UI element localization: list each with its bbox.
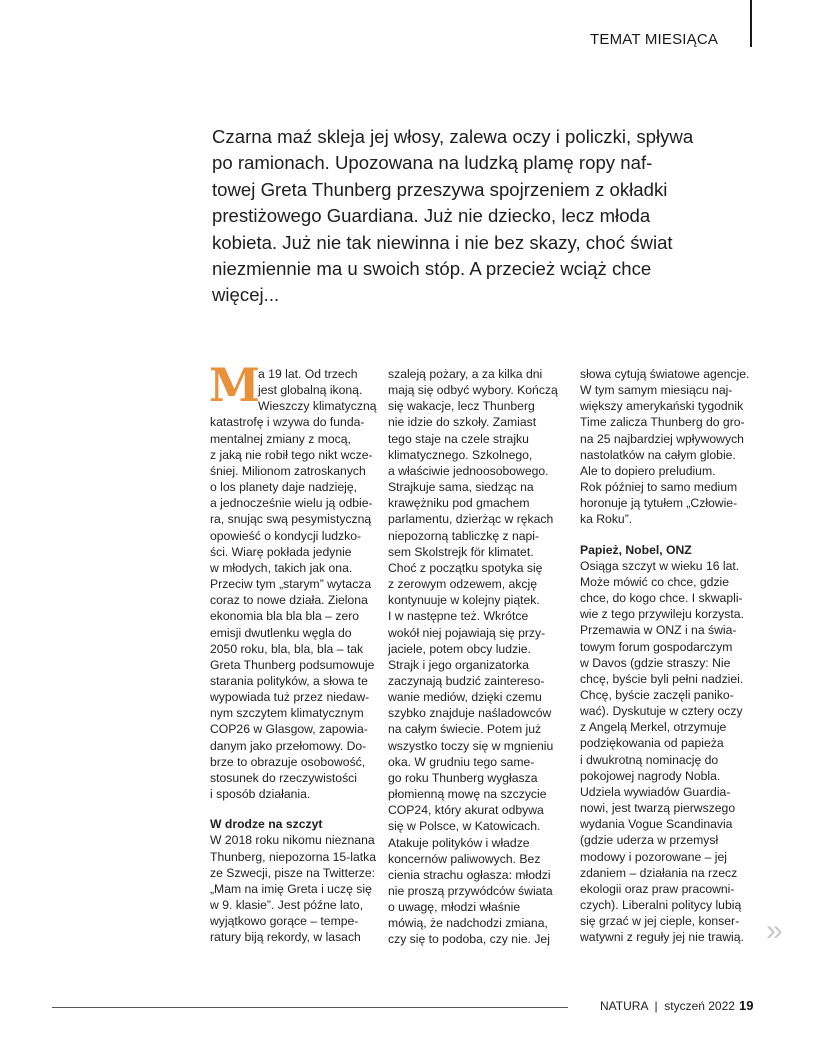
footer-rule [52,1007,568,1008]
paragraph-gap [580,528,749,542]
text-line: Chcę, byście zaczęli paniko- [580,687,734,702]
text-line: ratury biją rekordy, w lasach [210,930,361,945]
lead-line: więcej... [212,284,280,306]
continue-chevron-icon: » [766,914,783,947]
text-line: wie z tego przywileju korzysta. [580,607,744,622]
text-line: czych). Liberalni politycy lubią [580,898,742,912]
text-line: zaczynają budzić zaintereso- [388,673,545,688]
text-line: jest globalną ikoną. [258,383,363,398]
text-line: wypowiada tuż przez niedaw- [210,690,370,705]
text-line: z zerowym odzewem, akcję [388,577,538,592]
text-line: COP26 w Glasgow, zapowia- [210,722,368,737]
text-line: mentalnej zmiany z mocą, [210,431,351,446]
text-line: I w następne też. Wkrótce [388,609,529,624]
text-line: Ale to dopiero preludium. [580,463,716,478]
text-line: (gdzie uderza w przemysł [580,833,719,848]
text-line: stosunek do rzeczywistości [210,770,357,785]
text-line: opowieść o kondycji ludzko- [210,528,362,543]
text-line: o los planety daje nadzieję, [210,480,358,495]
text-line: Osiąga szczyt w wieku 16 lat. [580,558,740,573]
text-line: czy się to podoba, czy nie. Jej [388,932,550,947]
text-line: wokół niej pojawiają się przy- [388,625,546,640]
text-line: zdaniem – działania na rzecz [580,865,738,880]
text-line: niepozorną tabliczkę z napi- [388,528,540,543]
text-line: się w Polsce, w Katowicach. [388,819,541,834]
text-line: emisji dwutlenku węgla do [210,625,352,640]
text-line: danym jako przełomowy. Do- [210,738,367,753]
text-line: na 25 najbardziej wpływowych [580,431,744,446]
section-heading: Papież, Nobel, ONZ [580,542,692,557]
text-line: cienia strachu ogłasza: młodzi [388,867,551,882]
text-line: W 2018 roku nikomu nieznana [210,833,375,848]
text-line: jaciele, potem obcy ludzie. [388,641,531,656]
text-line: na całym świecie. Potem już [388,722,542,737]
text-line: krawężniku pod gmachem [388,496,530,511]
text-line: nym szczytem klimatycznym [210,706,364,721]
lead-line: niezmiennie ma u swoich stóp. A przecież wciąż chce [212,258,652,280]
text-line: się grzać w jej cieple, konser- [580,914,740,929]
text-line: Time zalicza Thunberg do gro- [580,415,745,430]
text-line: wyjątkowo gorące – tempe- [210,914,359,929]
text-line: oka. W grudniu tego same- [388,754,535,769]
text-line: podziękowania od papieża [580,736,724,751]
text-line: ści. Wiarę pokłada jedynie [210,544,352,559]
text-line: wszystko toczy się w mgnieniu [388,738,554,753]
lead-line: prestiżowego Guardiana. Już nie dziecko, lecz młoda [212,205,651,227]
text-line: większy amerykański tygodnik [580,399,744,414]
text-line: ra, snując swą pesymistyczną [210,512,372,527]
text-line: go roku Thunberg wygłasza [388,770,538,785]
text-line: Rok później to samo medium [580,480,738,495]
text-line: z jaką nie robił tego nikt wcze- [210,447,373,462]
text-line: i dwukrotną nominację do [580,752,719,767]
footer-magazine-issue: NATURA | styczeń 2022 [600,999,735,1013]
article-column-2 [388,366,558,948]
text-line: w 9. klasie”. Jest późne lato, [210,898,364,912]
text-line: a jednocześnie wielu ją odbie- [210,496,373,511]
text-line: wać). Dyskutuje w cztery oczy [580,704,743,719]
lead-line: Czarna maź skleja jej włosy, zalewa oczy i policzki, spływa [212,126,694,147]
text-line: płomienną mowę na szczycie [388,787,547,802]
page-number: 19 [739,998,754,1013]
text-line: Strajk i jego organizatorka [388,657,529,672]
text-line: Udziela wywiadów Guardia- [580,784,731,799]
text-line: z Angelą Merkel, otrzymuje [580,720,727,735]
text-line: tego staje na czele strajku [388,431,529,446]
text-line: COP24, który akurat odbywa [388,803,544,818]
text-line: starania polityków, a słowa te [210,673,368,688]
text-line: śniej. Milionom zatroskanych [210,463,366,478]
text-line: szaleją pożary, a za kilka dni [388,367,543,381]
text-line: się wakacje, lecz Thunberg [388,399,535,414]
text-line: w Davos (gdzie straszy: Nie [580,655,731,670]
text-line: „Mam na imię Greta i uczę się [210,881,372,896]
header-rule [750,0,752,47]
text-line: watywni z reguły jej nie trawią. [580,930,744,945]
text-line: kontynuuje w kolejny piątek. [388,593,540,608]
text-line: towym forum gospodarczym [580,639,733,654]
lead-paragraph [212,124,772,309]
text-line: chcę, byście byli pełni nadziei. [580,671,744,686]
text-line: ze Szwecji, pisze na Twitterze: [210,865,376,880]
text-line: a 19 lat. Od trzech [258,367,358,381]
text-line: Choć z początku spotyka się [388,560,543,575]
text-line: Thunberg, niepozorna 15-latka [210,849,376,864]
text-line: a właściwie jednoosobowego. [388,463,549,478]
text-line: Przemawia w ONZ i na świa- [580,623,737,638]
text-line: mają się odbyć wybory. Kończą [388,383,558,398]
text-line: W tym samym miesiącu naj- [580,383,733,398]
text-line: mówią, że nadchodzi zmiana, [388,916,548,931]
lead-line: towej Greta Thunberg przeszywa spojrzeniem z okładki [212,178,668,200]
text-line: ka Roku”. [580,512,633,527]
text-line: wanie mediów, dzięki czemu [388,690,542,705]
text-line: ekonomia bla bla bla – zero [210,609,360,624]
text-line: pokojowej nagrody Nobla. [580,768,721,783]
text-line: koncernów paliwowych. Bez [388,851,541,866]
text-line: ekologii oraz praw pracowni- [580,881,735,896]
text-line: horonuje ją tytułem „Człowie- [580,496,738,511]
text-line: katastrofę i wzywa do funda- [210,415,365,430]
text-line: brze to obrazuje osobowość, [210,754,366,769]
text-line: nowi, jest twarzą pierwszego [580,801,736,816]
text-line: sem Skolstrejk för klimatet. [388,544,534,559]
text-line: Może mówić co chce, gdzie [580,574,730,589]
article-column-1 [210,366,377,945]
text-line: słowa cytują światowe agencje. [580,367,750,381]
text-line: wydania Vogue Scandinavia [580,817,733,832]
text-line: 2050 roku, bla, bla, bla – tak [210,641,364,656]
text-line: modowy i pozorowane – jej [580,849,728,864]
text-line: o uwagę, młodzi właśnie [388,900,521,915]
text-line: Greta Thunberg podsumowuje [210,657,375,672]
lead-line: po ramionach. Upozowana na ludzką plamę ropy naf- [212,152,653,174]
text-line: w młodych, takich jak ona. [210,560,353,575]
text-line: Atakuje polityków i władze [388,835,530,850]
text-line: klimatycznego. Szkolnego, [388,447,533,462]
text-line: chce, do kogo chce. I skwapli- [580,591,743,606]
text-line: Przeciw tym „starym” wytacza [210,577,372,592]
text-line: Wieszczy klimatyczną [258,399,377,414]
text-line: i sposób działania. [210,787,311,802]
article-column-3 [580,366,749,945]
text-line: szybko znajduje naśladowców [388,706,552,721]
text-line: nie proszą przywódców świata [388,884,553,898]
section-heading: W drodze na szczyt [210,817,323,832]
text-line: coraz to nowe działa. Zielona [210,593,368,608]
text-line: nastolatków na całym globie. [580,447,736,462]
text-line: Strajkuje sama, siedząc na [388,480,534,495]
paragraph-gap [210,802,377,816]
lead-line: kobieta. Już nie tak niewinna i nie bez skazy, choć świat [212,231,673,253]
text-line: parlamentu, dzierżąc w rękach [388,512,554,527]
drop-cap: M [209,358,260,412]
section-label: TEMAT MIESIĄCA [590,31,719,48]
text-line: nie idzie do szkoły. Zamiast [388,415,537,430]
